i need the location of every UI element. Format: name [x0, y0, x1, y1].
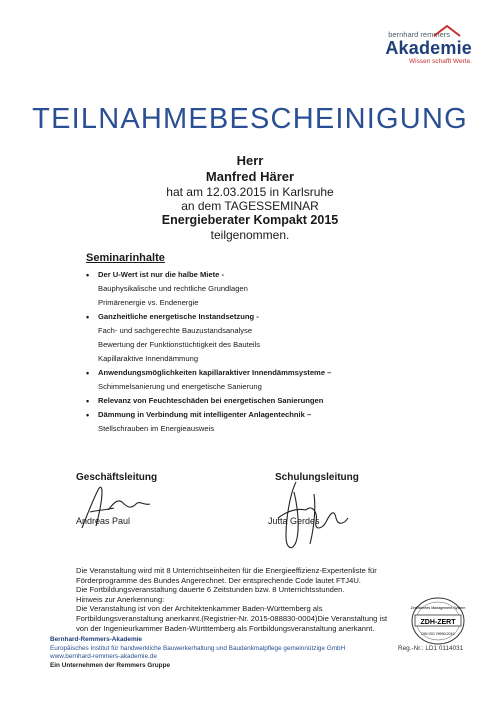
seminar-heading: Seminarinhalte: [86, 252, 165, 264]
footer-group: Ein Unternehmen der Remmers Gruppe: [50, 661, 171, 669]
seminar-topic: • Ganzheitliche energetische Instandsetzung -: [86, 310, 446, 324]
seminar-subtopic: Fach- und sachgerechte Bauzustandsanalyse: [98, 326, 253, 335]
recognition-line: Die Veranstaltung ist von der Architektenkammer Baden-Württemberg als: [76, 604, 323, 614]
seminar-list: [86, 268, 446, 436]
logo-name: Akademie: [385, 38, 472, 58]
seminar-topic: • Relevanz von Feuchteschäden bei energetischen Sanierungen: [86, 394, 446, 408]
recognition-line: von der Ingenieurkammer Baden-Württtemberg als Fortbildungsveranstaltung anerkannt.: [76, 623, 375, 633]
recognition-line: Die Fortbildungsveranstaltung dauerte 6 Zeitstunden bzw. 8 Unterrichtsstunden.: [76, 585, 345, 595]
recognition-line: Förderprogramme des Bundes Angerechnet. Der entsprechende Code lautet FTJ4U.: [76, 575, 361, 585]
roof-logo-icon: [432, 24, 462, 38]
management-name: Andreas Paul: [76, 516, 131, 526]
training-lead-label: Schulungsleitung: [275, 472, 359, 483]
footer-org: Bernhard-Remmers-Akademie: [50, 636, 142, 643]
recipient-name: Manfred Härer: [205, 169, 295, 184]
footer-institute: Europäisches Institut für handwerkliche Bauwerkerhaltung und Baudenkmalpflege gemeinnützige GmbH: [50, 644, 346, 652]
footer-url[interactable]: www.bernhard-remmers-akademie.de: [50, 653, 157, 661]
recognition-line: Hinweis zur Anerkennung:: [76, 594, 165, 604]
seminar-subtopic: Kapillaraktive Innendämmung: [98, 354, 199, 363]
registration-number: Reg.-Nr.: LD1 0114031: [398, 645, 464, 652]
zdh-zert-seal-icon: [410, 596, 466, 646]
logo-claim: Wissen schafft Werte.: [409, 58, 472, 65]
salutation: Herr: [236, 153, 264, 168]
signature-left-icon: [72, 480, 162, 535]
seal-bottom-text: DIN ISO 29990:2010: [421, 632, 455, 636]
management-label: Geschäftsleitung: [76, 472, 158, 483]
seminar-topic: • Der U-Wert ist nur die halbe Miete -: [86, 268, 446, 282]
course-name: Energieberater Kompakt 2015: [161, 213, 339, 227]
seminar-topic: • Dämmung in Verbindung mit intelligenter Anlagentechnik –: [86, 408, 446, 422]
akademie-logo: [352, 26, 472, 65]
certificate-title: TEILNAHMEBESCHEINIGUNG: [32, 103, 468, 135]
event-line: an dem TAGESSEMINAR: [181, 199, 319, 213]
seal-brand-text: ZDH-ZERT: [420, 619, 456, 626]
recognition-line: Fortbildungsveranstaltung anerkannt.(Registrier-Nr. 2015-088830-0004)Die Veranstaltung ist: [76, 613, 388, 623]
recognition-text: [76, 566, 426, 633]
seal-top-text: Zertifiziertes Management-System: [410, 606, 466, 610]
seminar-subtopic: Schimmelsanierung und energetische Sanierung: [98, 382, 262, 391]
logo-brand: bernhard remmers: [388, 30, 450, 39]
seminar-subtopic: Bewertung der Funktionstüchtigkeit des Bauteils: [98, 340, 261, 349]
training-lead-name: Jutta Gerdes: [268, 516, 320, 526]
seminar-topic: • Anwendungsmöglichkeiten kapillaraktiver Innendämmsysteme –: [86, 366, 446, 380]
seminar-subtopic: Primärenergie vs. Endenergie: [98, 298, 199, 307]
seminar-subtopic: Bauphysikalische und rechtliche Grundlagen: [98, 284, 248, 293]
recognition-line: Die Veranstaltung wird mit 8 Unterrichtseinheiten für die Energieeffizienz-Expertenliste für: [76, 566, 377, 575]
seminar-subtopic: Stellschrauben im Energieausweis: [98, 424, 215, 433]
closing-line: teilgenommen.: [210, 228, 290, 242]
date-line: hat am 12.03.2015 in Karlsruhe: [166, 185, 334, 199]
footer: [50, 636, 345, 670]
